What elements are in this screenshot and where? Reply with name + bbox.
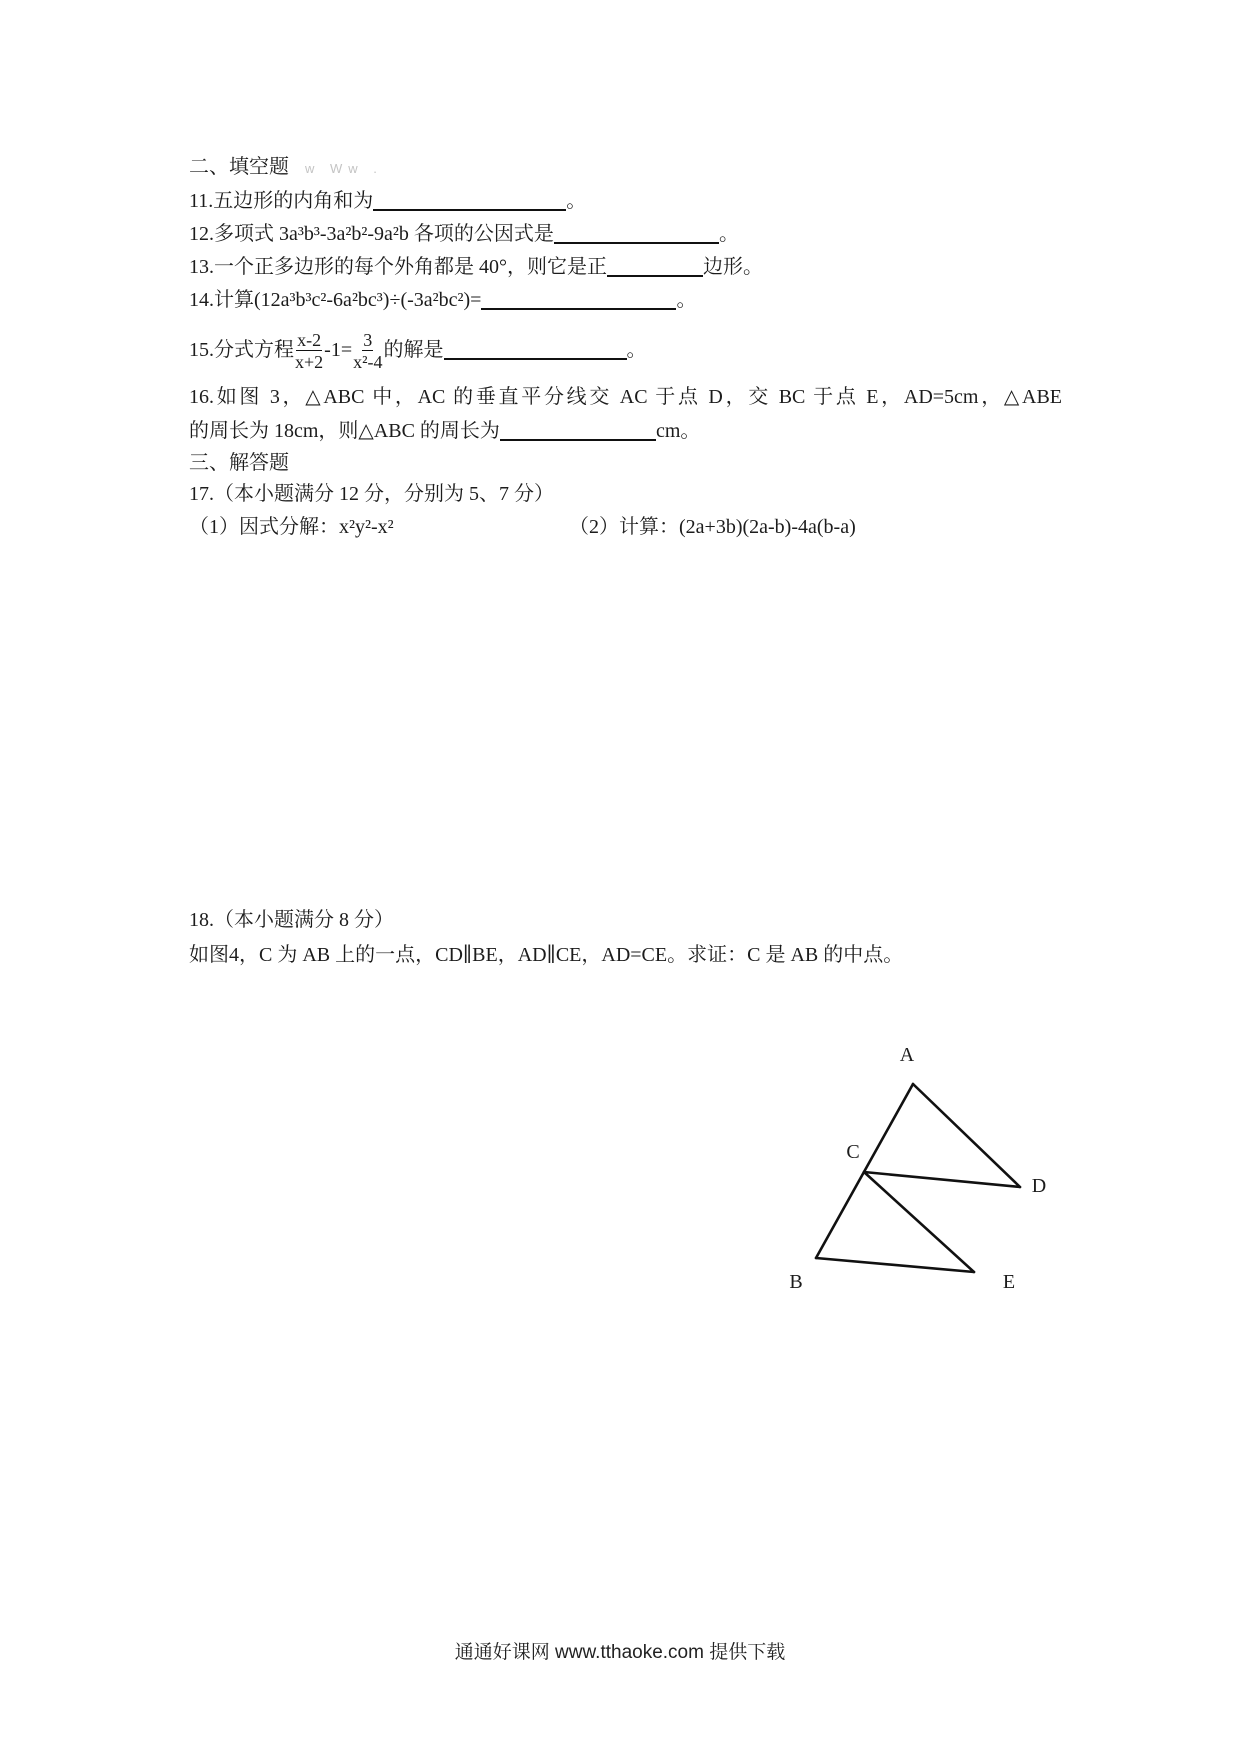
question-12 — [189, 221, 739, 247]
label-c: C — [846, 1141, 860, 1163]
page-footer-source: 通通好课网 www.tthaoke.com 提供下载 — [454, 1642, 786, 1663]
faint-watermark-mark: w Ww . — [305, 161, 383, 176]
question-15-fraction-left — [295, 331, 323, 371]
question-15-mid: -1= — [324, 339, 353, 361]
segment-ad — [913, 1084, 1020, 1187]
question-18-title: 18.（本小题满分 8 分） — [189, 909, 394, 931]
question-17-part-2: （2）计算：(2a+3b)(2a-b)-4a(b-a) — [569, 516, 856, 538]
question-14 — [189, 287, 696, 313]
question-14-answer-blank — [481, 290, 676, 310]
segment-ce — [864, 1172, 974, 1272]
label-d: D — [1031, 1175, 1047, 1197]
label-a: A — [899, 1044, 915, 1066]
question-18-statement: 如图4，C 为 AB 上的一点，CD∥BE，AD∥CE，AD=CE。求证：C 是 AB 的中点。 — [189, 944, 904, 966]
fraction-right-denominator: x²-4 — [353, 352, 383, 373]
question-16-line-2-text: 的周长为 18cm，则△ABC 的周长为 — [189, 420, 500, 442]
question-13 — [189, 254, 763, 280]
question-11-end: 。 — [566, 190, 587, 212]
question-17-part-1: （1）因式分解：x²y²-x² — [189, 516, 394, 538]
figure-4-triangle-diagram — [760, 1030, 1080, 1310]
segment-be — [816, 1258, 974, 1272]
question-11-text: 11.五边形的内角和为 — [189, 190, 374, 212]
question-16-answer-blank — [500, 421, 656, 441]
question-17-title: 17.（本小题满分 12 分，分别为 5、7 分） — [189, 483, 554, 505]
question-12-end: 。 — [718, 223, 739, 245]
question-15 — [189, 329, 647, 371]
question-15-tail: 的解是 — [383, 339, 444, 361]
question-12-answer-blank — [554, 224, 719, 244]
question-16-line-1: 16.如图 3，△ABC 中，AC 的垂直平分线交 AC 于点 D，交 BC 于点 E，AD=5cm，△ABE — [189, 386, 1062, 408]
label-e: E — [1002, 1271, 1016, 1293]
question-14-text: 14.计算(12a³b³c²-6a²bc³)÷(-3a²bc²)= — [189, 289, 482, 311]
question-15-fraction-right — [353, 331, 382, 371]
fraction-left-denominator: x+2 — [295, 352, 324, 373]
fraction-left-numerator: x-2 — [297, 330, 322, 351]
segment-cd — [864, 1172, 1020, 1187]
question-16-line-2 — [189, 418, 700, 444]
question-13-answer-blank — [607, 257, 703, 277]
question-14-end: 。 — [676, 289, 697, 311]
question-15-end: 。 — [626, 339, 647, 361]
question-11-answer-blank — [373, 191, 566, 211]
fraction-right-numerator: 3 — [363, 330, 373, 351]
section-fill-heading: 二、填空题 — [189, 156, 289, 178]
section-answer-heading: 三、解答题 — [189, 452, 289, 474]
section-fill-heading-row — [189, 154, 383, 180]
question-13-text: 13.一个正多边形的每个外角都是 40°，则它是正 — [189, 256, 607, 278]
question-13-end: 边形。 — [703, 256, 763, 278]
question-11 — [189, 188, 586, 214]
label-b: B — [789, 1271, 803, 1293]
question-16-end: cm。 — [655, 420, 701, 442]
question-12-text: 12.多项式 3a³b³-3a²b²-9a²b 各项的公因式是 — [189, 223, 554, 245]
question-15-answer-blank — [444, 340, 627, 360]
question-15-lead: 15.分式方程 — [189, 339, 294, 361]
